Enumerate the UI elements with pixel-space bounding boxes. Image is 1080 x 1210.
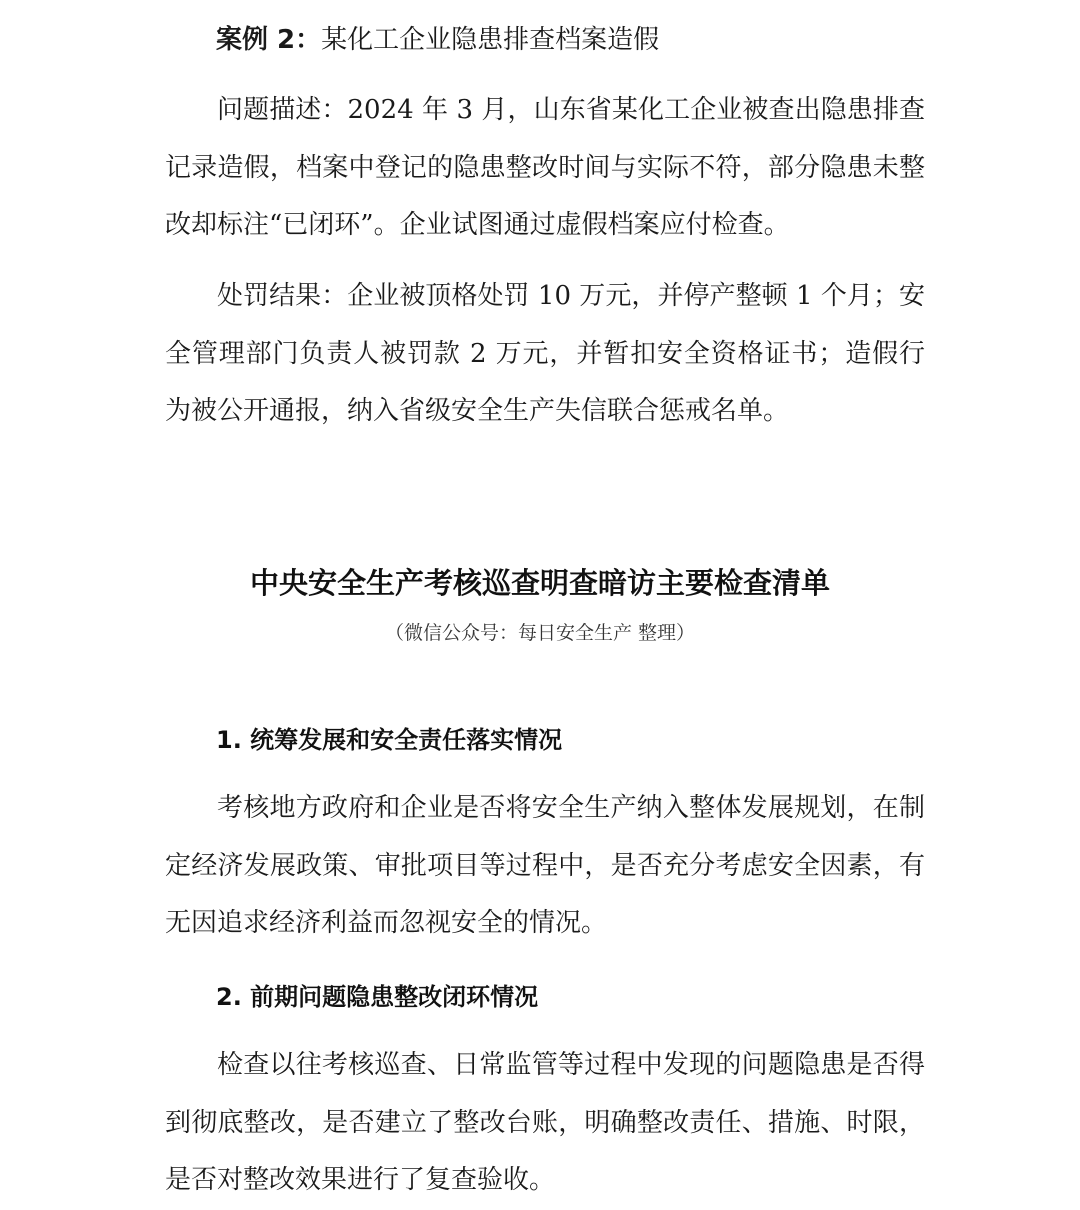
section-1-body: 考核地方政府和企业是否将安全生产纳入整体发展规划，在制定经济发展政策、审批项目等过程中，是否充分考虑安全因素，有无因追求经济利益而忽视安全的情况。 bbox=[165, 793, 925, 938]
case-label: 案例 2： bbox=[216, 25, 322, 55]
case-title bbox=[216, 20, 659, 60]
section-2-heading: 2. 前期问题隐患整改闭环情况 bbox=[216, 983, 539, 1011]
case-penalty-paragraph: 处罚结果：企业被顶格处罚 10 万元，并停产整顿 1 个月；安全管理部门负责人被罚款 2 万元，并暂扣安全资格证书；造假行为被公开通报，纳入省级安全生产失信联合惩戒名单。 bbox=[165, 281, 925, 426]
checklist-subtitle: （微信公众号：每日安全生产 整理） bbox=[384, 622, 696, 644]
checklist-title: 中央安全生产考核巡查明查暗访主要检查清单 bbox=[249, 566, 830, 600]
case-problem-paragraph: 问题描述：2024 年 3 月，山东省某化工企业被查出隐患排查记录造假，档案中登记的隐患整改时间与实际不符，部分隐患未整改却标注“已闭环”。企业试图通过虚假档案应付检查。 bbox=[165, 95, 925, 240]
section-2-body: 检查以往考核巡查、日常监管等过程中发现的问题隐患是否得到彻底整改，是否建立了整改台账，明确整改责任、措施、时限，是否对整改效果进行了复查验收。 bbox=[165, 1050, 925, 1195]
case-title-text: 某化工企业隐患排查档案造假 bbox=[321, 25, 660, 55]
section-1-heading: 1. 统筹发展和安全责任落实情况 bbox=[216, 726, 563, 754]
